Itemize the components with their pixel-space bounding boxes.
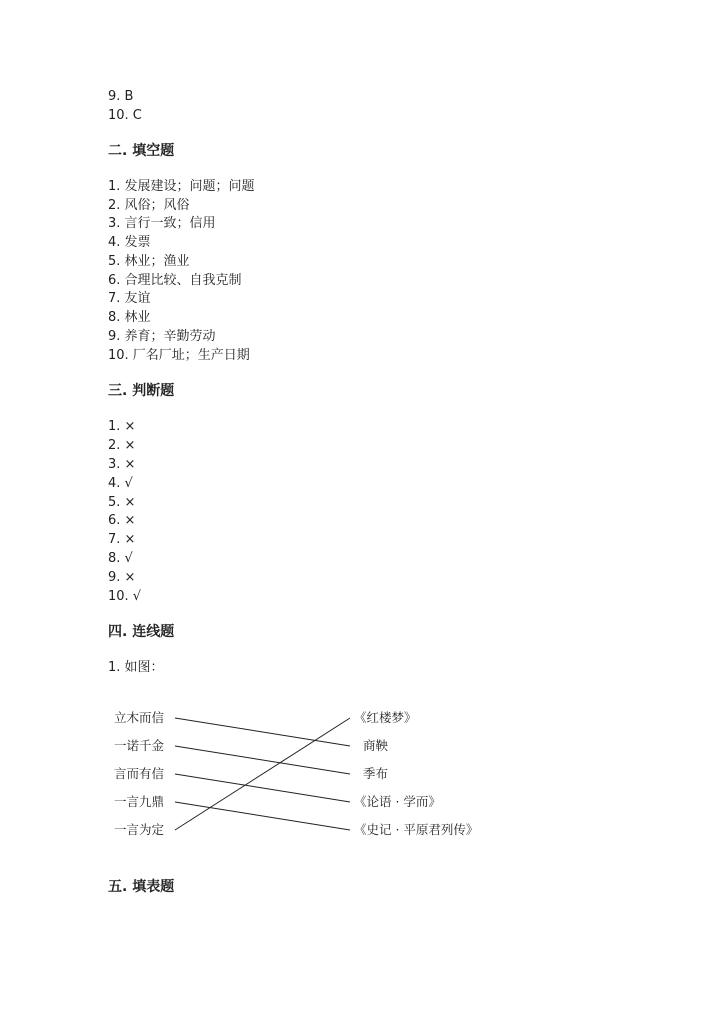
fill-blank-answer: 1. 发展建设；问题；问题 [108,179,255,194]
fill-blank-answer: 8. 林业 [108,310,151,325]
match-left-label: 一诺千金 [114,738,165,753]
match-right-label: 《红楼梦》 [354,710,417,725]
match-right-label: 商鞅 [363,738,389,753]
judge-answer: 6. × [108,513,136,528]
judge-answer: 7. × [108,532,136,547]
match-right-label: 季布 [363,766,389,781]
match-left-label: 立木而信 [114,710,165,725]
judge-answer: 5. × [108,495,136,510]
match-left-label: 一言为定 [114,822,165,837]
fill-blank-answer: 9. 养育；辛勤劳动 [108,329,216,344]
fill-blank-answer: 7. 友谊 [108,291,151,306]
fill-blank-answer: 4. 发票 [108,235,151,250]
judge-answer: 3. × [108,457,136,472]
choice-answer-9: 9. B [108,89,134,104]
judge-heading: 三. 判断题 [108,383,175,399]
fill-blank-answer: 5. 林业；渔业 [108,254,190,269]
matching-heading: 四. 连线题 [108,624,175,640]
judge-answer: 1. × [108,419,136,434]
fill-blank-answer: 3. 言行一致；信用 [108,216,216,231]
match-right-label: 《史记 · 平原君列传》 [354,822,479,837]
judge-answer: 8. √ [108,551,133,566]
judge-answer: 9. × [108,570,136,585]
match-connector-line [175,774,350,802]
match-left-label: 一言九鼎 [114,794,165,809]
match-left-label: 言而有信 [114,766,165,781]
match-connector-line [175,718,350,746]
fill-blank-answer: 10. 厂名厂址；生产日期 [108,348,250,363]
fill-blank-answer: 6. 合理比较、自我克制 [108,273,242,288]
fill-blank-heading: 二. 填空题 [108,143,175,159]
match-connector-line [175,746,350,774]
judge-answer: 2. × [108,438,136,453]
match-connector-line [175,802,350,830]
choice-answer-10: 10. C [108,108,142,123]
table-section-heading: 五. 填表题 [108,879,175,895]
match-connector-line [175,718,350,830]
fill-blank-answer: 2. 风俗；风俗 [108,198,190,213]
judge-answer: 4. √ [108,476,133,491]
judge-answer: 10. √ [108,589,142,604]
match-right-label: 《论语 · 学而》 [354,794,441,809]
matching-intro: 1. 如图： [108,660,164,675]
